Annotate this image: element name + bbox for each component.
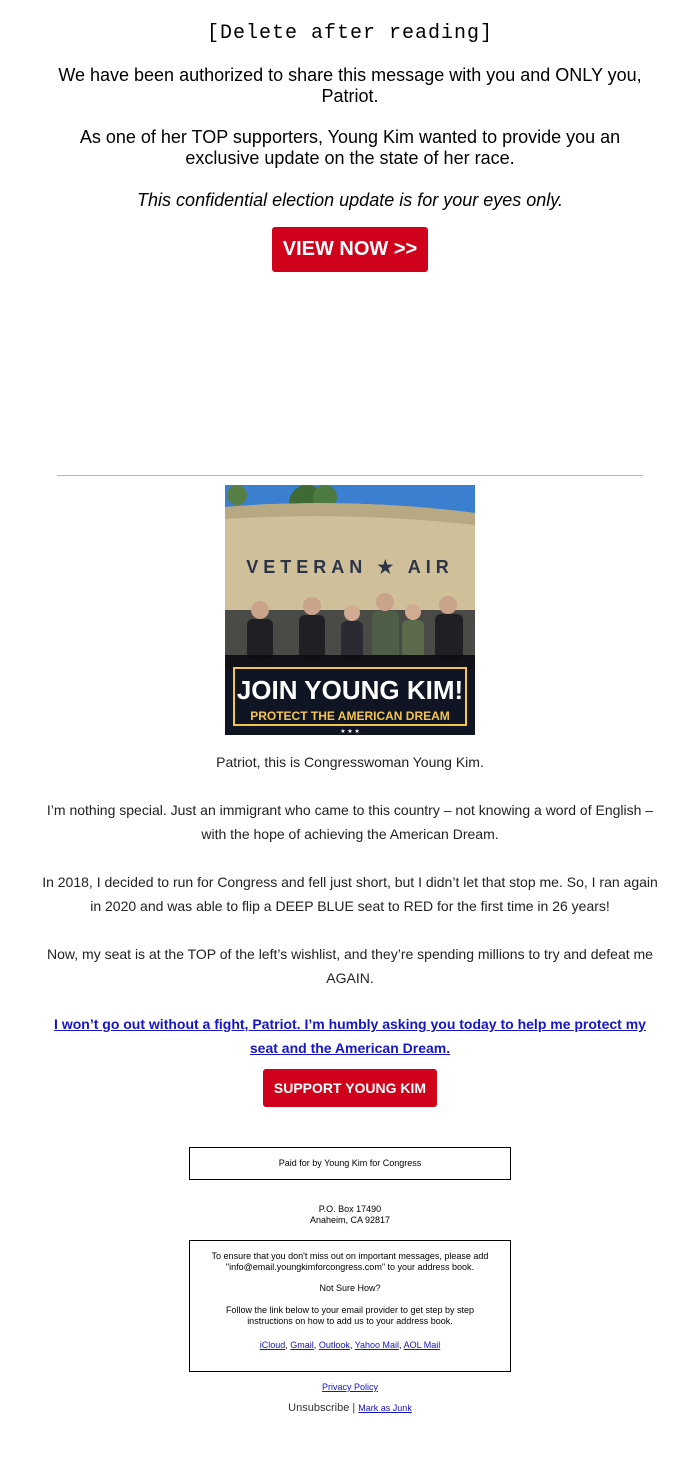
provider-link-yahoo[interactable]: Yahoo Mail bbox=[354, 1340, 400, 1350]
provider-link-aol[interactable]: AOL Mail bbox=[403, 1340, 441, 1350]
letter-paragraph-4: Now, my seat is at the TOP of the left’s wishlist, and they’re spending millions to try and defeat me AGAIN. bbox=[47, 946, 653, 986]
separator: | bbox=[352, 1402, 356, 1414]
divider bbox=[57, 475, 643, 476]
email-title: [Delete after reading] bbox=[206, 22, 494, 45]
hero-stars: ★ ★ ★ bbox=[340, 729, 360, 735]
city-state-zip: Anaheim, CA 92817 bbox=[309, 1215, 391, 1225]
teaser-paragraph-2: As one of her TOP supporters, Young Kim wanted to provide you an exclusive update on the state of her race. bbox=[79, 127, 621, 168]
privacy-policy-link[interactable]: Privacy Policy bbox=[321, 1382, 378, 1392]
privacy-row bbox=[0, 1382, 700, 1392]
address-book-box bbox=[189, 1240, 511, 1372]
letter-paragraph-3: In 2018, I decided to run for Congress and fell just short, but I didn’t let that stop me. So, I ran again in 2020 and was able to flip a DEEP BLUE seat to RED for the first time in 26 years! bbox=[42, 874, 658, 914]
follow-instructions: Follow the link below to your email provider to get step by step instructions on how to add us to your address book. bbox=[225, 1305, 475, 1326]
letter-body bbox=[40, 750, 660, 1014]
not-sure-how: Not Sure How? bbox=[319, 1283, 381, 1293]
po-box: P.O. Box 17490 bbox=[318, 1204, 382, 1214]
hero-subhead: PROTECT THE AMERICAN DREAM bbox=[250, 709, 450, 723]
mailing-address bbox=[189, 1204, 511, 1226]
unsubscribe-row bbox=[0, 1402, 700, 1414]
hero-image[interactable] bbox=[225, 485, 475, 735]
letter-paragraph-2: I’m nothing special. Just an immigrant who came to this country – not knowing a word of English – with the hope of achieving the American Dream. bbox=[46, 802, 654, 842]
provider-link-icloud[interactable]: iCloud bbox=[259, 1340, 286, 1350]
mark-as-junk-link[interactable]: Mark as Junk bbox=[358, 1403, 412, 1413]
unsubscribe-link[interactable]: Unsubscribe bbox=[288, 1402, 350, 1414]
teaser-paragraph-1: We have been authorized to share this message with you and ONLY you, Patriot. bbox=[58, 65, 642, 106]
provider-link-outlook[interactable]: Outlook bbox=[318, 1340, 350, 1350]
provider-links: iCloud, Gmail, Outlook, Yahoo Mail, AOL Mail bbox=[259, 1340, 441, 1350]
provider-link-gmail[interactable]: Gmail bbox=[290, 1340, 314, 1350]
hero-headline: JOIN YOUNG KIM! bbox=[236, 675, 464, 705]
email-header bbox=[0, 18, 700, 50]
letter-paragraph-1: Patriot, this is Congresswoman Young Kim. bbox=[216, 754, 484, 770]
teaser-paragraph-3: This confidential election update is for your eyes only. bbox=[137, 190, 563, 210]
view-now-button[interactable]: VIEW NOW >> bbox=[272, 227, 428, 272]
cta-link[interactable]: I won’t go out without a fight, Patriot. I’m humbly asking you today to help me protect my seat and the American Dream. bbox=[54, 1016, 646, 1056]
paid-for-box: Paid for by Young Kim for Congress bbox=[189, 1147, 511, 1180]
banner-veteran-air-text: VETERAN ★ AIR bbox=[246, 557, 454, 577]
support-young-kim-button[interactable]: SUPPORT YOUNG KIM bbox=[263, 1069, 437, 1107]
address-book-note: To ensure that you don't miss out on important messages, please add "info@email.youngkimforcongress.com" to your address book. bbox=[211, 1251, 489, 1272]
